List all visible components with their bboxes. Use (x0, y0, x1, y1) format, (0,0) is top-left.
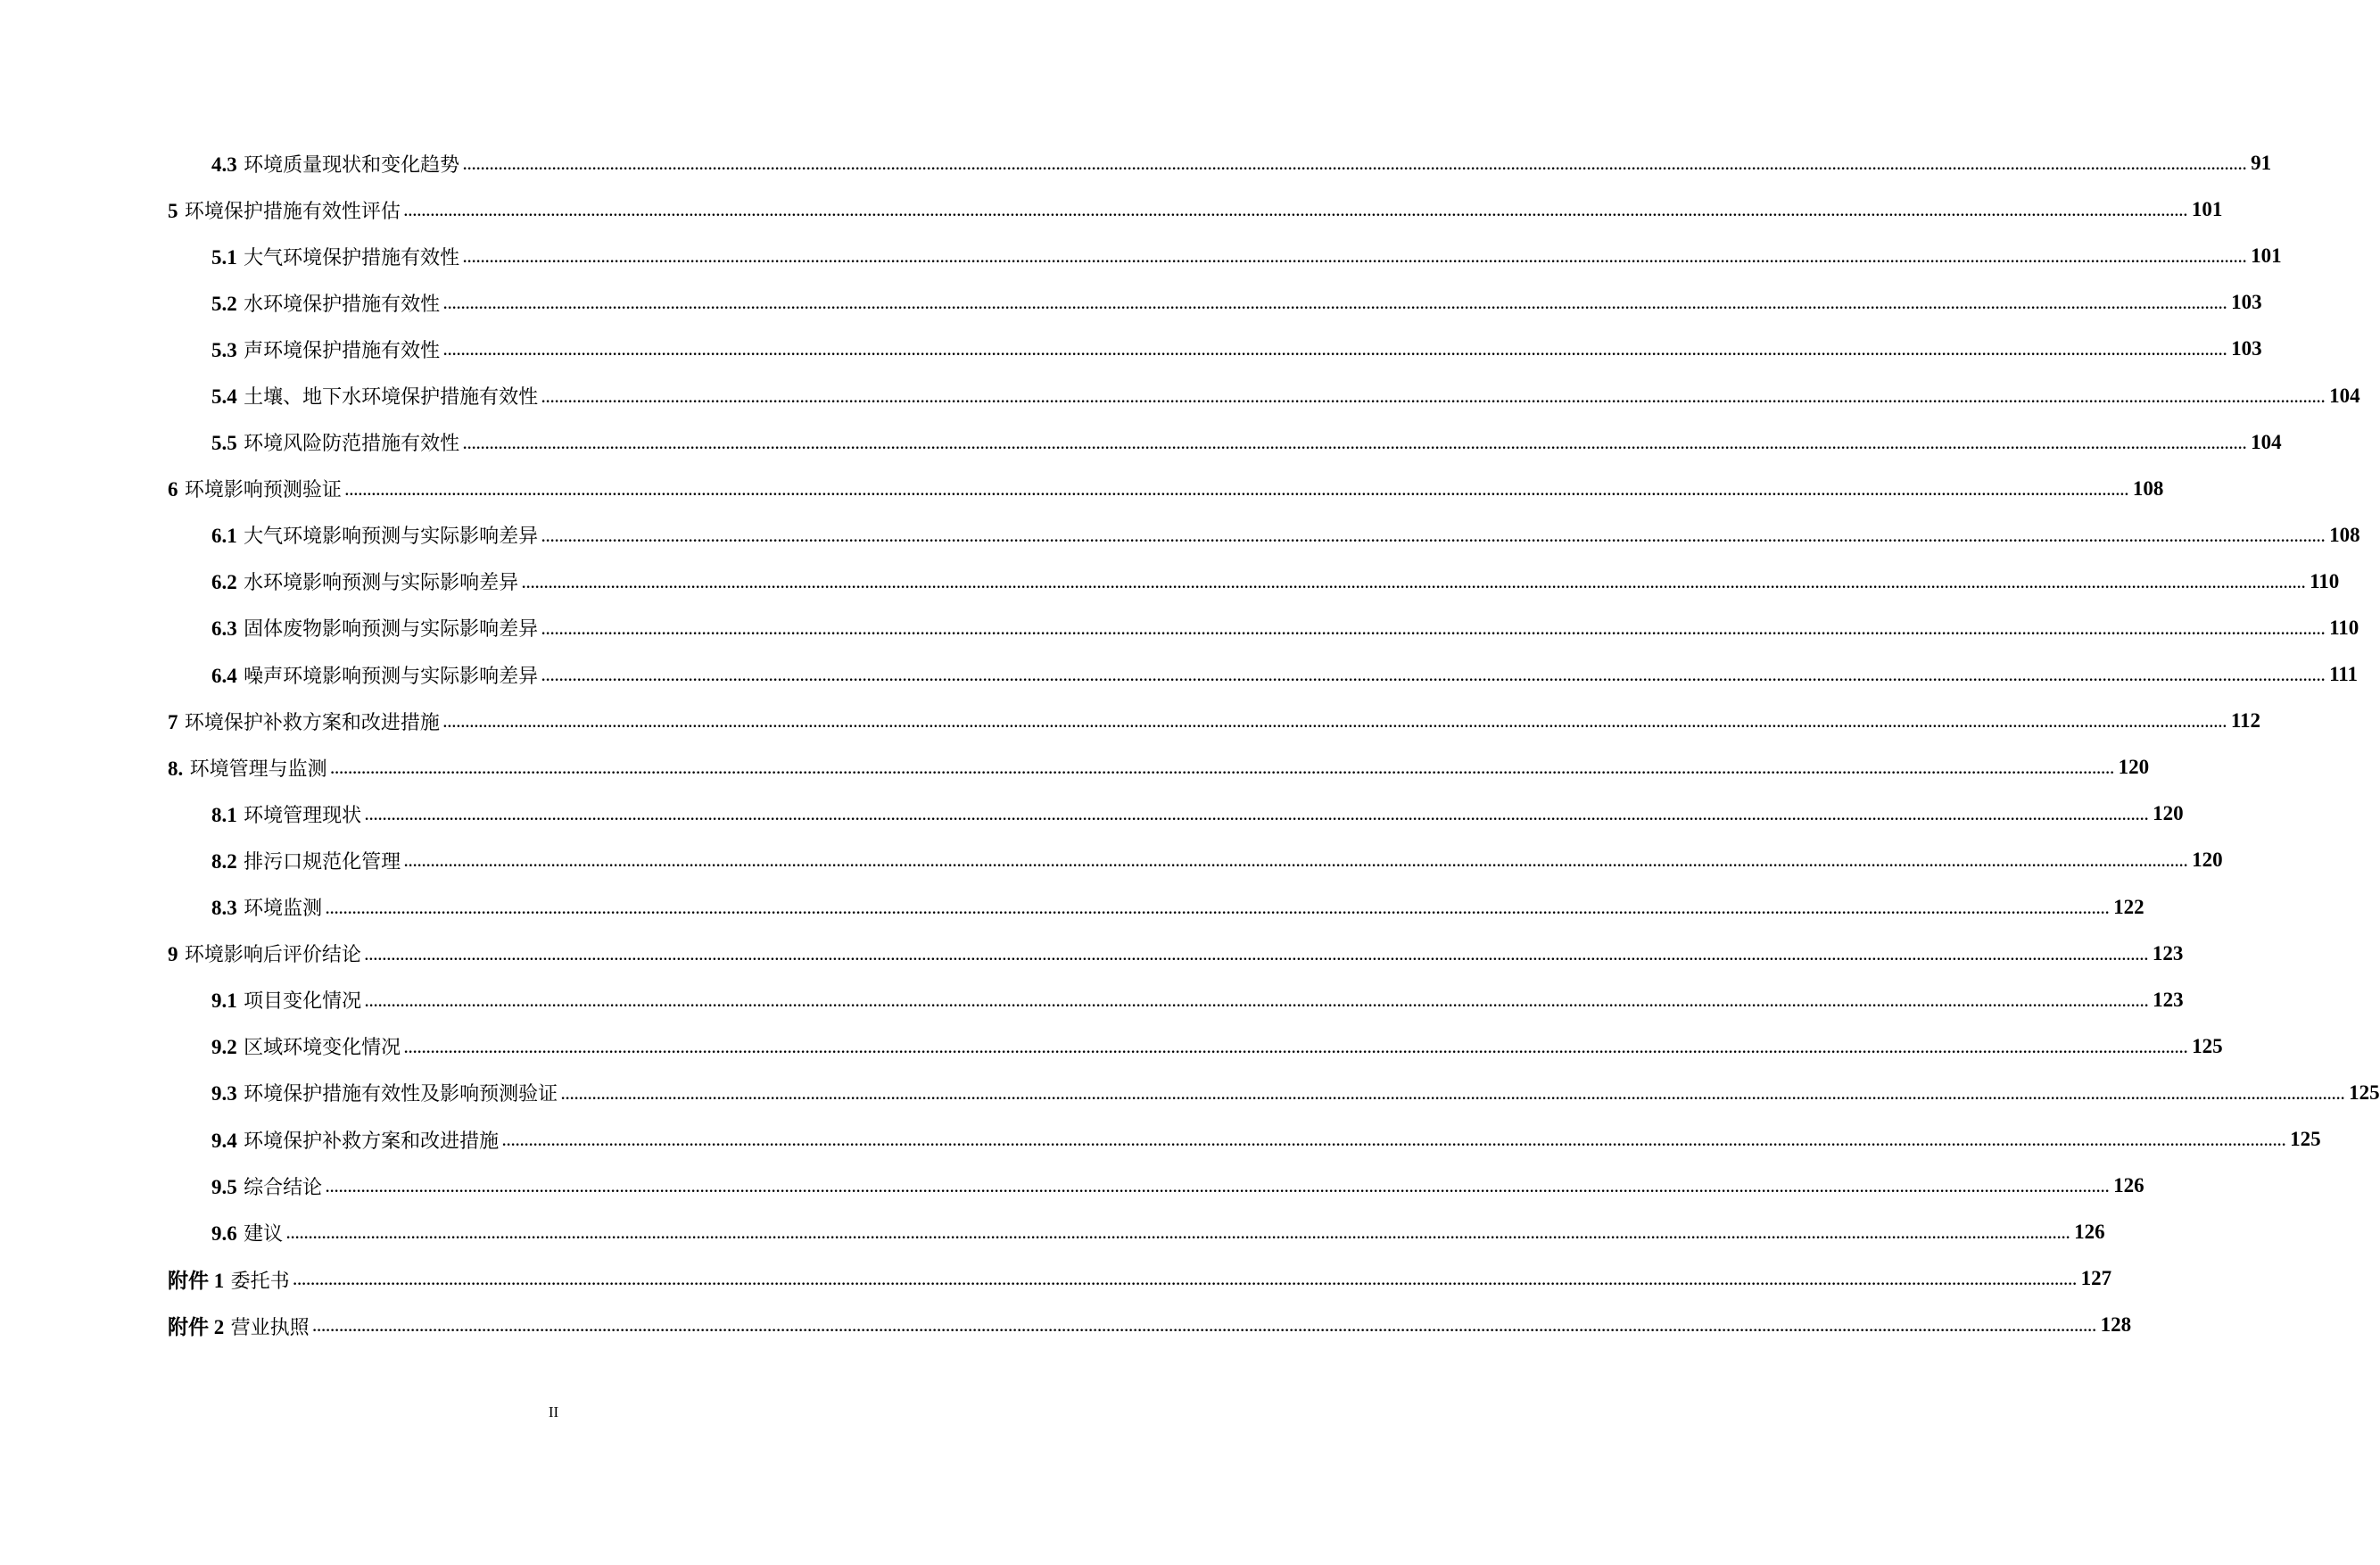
toc-entry[interactable] (0, 1116, 2321, 1163)
toc-section-number: 5 (168, 199, 178, 222)
toc-entry-title (211, 335, 440, 363)
toc-entry-title (211, 382, 538, 410)
toc-entry-title (211, 1126, 499, 1154)
toc-page-number: 104 (2329, 384, 2360, 407)
toc-entry[interactable] (0, 1255, 2112, 1302)
toc-page-number: 125 (2290, 1128, 2321, 1151)
toc-page-number: 126 (2113, 1174, 2144, 1197)
toc-entry[interactable] (0, 140, 2272, 186)
toc-dot-leader: ................................................................................................................................................................................................................................................................................................................................................................................................................ (365, 994, 2150, 1010)
toc-entry[interactable] (0, 791, 2184, 837)
toc-dot-leader: ................................................................................................................................................................................................................................................................................................................................................................................................................ (502, 1134, 2287, 1150)
toc-section-number: 5.2 (211, 292, 237, 315)
toc-section-number: 9.6 (211, 1221, 237, 1245)
toc-section-number: 8.1 (211, 803, 237, 826)
toc-section-number: 9.4 (211, 1129, 237, 1152)
toc-entry[interactable] (0, 466, 2164, 512)
toc-entry-title (211, 289, 440, 317)
toc-section-number: 5.5 (211, 432, 237, 455)
toc-section-title: 项目变化情况 (244, 990, 362, 1014)
toc-section-number: 6.3 (211, 617, 237, 641)
toc-section-title: 建议 (244, 1222, 284, 1246)
toc-dot-leader: ................................................................................................................................................................................................................................................................................................................................................................................................................ (442, 716, 2227, 732)
toc-dot-leader: ................................................................................................................................................................................................................................................................................................................................................................................................................ (522, 575, 2307, 592)
toc-dot-leader: ................................................................................................................................................................................................................................................................................................................................................................................................................ (403, 204, 2188, 220)
toc-page-number: 108 (2329, 523, 2360, 546)
toc-section-title: 环境影响预测验证 (184, 479, 342, 502)
toc-section-number: 9.5 (211, 1175, 237, 1198)
toc-page-number: 123 (2153, 988, 2184, 1011)
toc-section-title: 环境保护补救方案和改进措施 (184, 711, 440, 734)
toc-entry[interactable] (0, 512, 2360, 559)
toc-dot-leader: ................................................................................................................................................................................................................................................................................................................................................................................................................ (443, 297, 2228, 313)
toc-section-number: 8.3 (211, 897, 237, 920)
toc-entry-title (211, 661, 538, 689)
toc-dot-leader: ................................................................................................................................................................................................................................................................................................................................................................................................................ (561, 1087, 2346, 1103)
toc-page-number: 91 (2251, 152, 2272, 175)
toc-page-number: 112 (2230, 709, 2261, 733)
toc-entry-title (211, 893, 322, 921)
toc-entry-title (211, 614, 538, 642)
toc-entry[interactable] (0, 605, 2359, 651)
toc-page-number: 126 (2074, 1221, 2105, 1244)
toc-section-number: 5.3 (211, 338, 237, 361)
toc-entry[interactable] (0, 419, 2282, 466)
toc-entry-title (211, 428, 459, 456)
toc-page-number: 111 (2329, 663, 2359, 686)
toc-section-number: 附件 2 (168, 1315, 225, 1338)
toc-section-number: 9.1 (211, 990, 237, 1013)
page-number: II (548, 1404, 559, 1420)
toc-section-number: 6.2 (211, 571, 237, 594)
toc-dot-leader: ................................................................................................................................................................................................................................................................................................................................................................................................................ (293, 1273, 2078, 1289)
toc-dot-leader: ................................................................................................................................................................................................................................................................................................................................................................................................................ (312, 1320, 2097, 1336)
toc-dot-leader: ................................................................................................................................................................................................................................................................................................................................................................................................................ (344, 483, 2129, 499)
toc-entry[interactable] (0, 372, 2360, 418)
toc-dot-leader: ................................................................................................................................................................................................................................................................................................................................................................................................................ (365, 808, 2150, 824)
toc-entry-title (211, 847, 401, 874)
toc-page-number: 101 (2251, 244, 2282, 268)
toc-dot-leader: ................................................................................................................................................................................................................................................................................................................................................................................................................ (404, 855, 2189, 871)
toc-section-title: 环境管理与监测 (189, 758, 327, 781)
toc-section-number: 4.3 (211, 153, 237, 176)
toc-page-number: 123 (2152, 941, 2184, 965)
toc-section-title: 排污口规范化管理 (244, 850, 401, 874)
toc-section-number: 5.1 (211, 245, 237, 269)
toc-dot-leader: ................................................................................................................................................................................................................................................................................................................................................................................................................ (330, 762, 2115, 778)
toc-section-title: 大气环境影响预测与实际影响差异 (244, 526, 539, 549)
toc-entry-title (168, 754, 327, 782)
toc-entry-title (211, 1032, 401, 1060)
toc-page-number: 110 (2310, 569, 2340, 592)
toc-entry-title (168, 1264, 290, 1294)
toc-dot-leader: ................................................................................................................................................................................................................................................................................................................................................................................................................ (463, 158, 2248, 174)
toc-entry-title (211, 243, 459, 270)
toc-entry-title (168, 196, 401, 224)
toc-section-title: 水环境保护措施有效性 (244, 293, 441, 316)
toc-page-number: 120 (2153, 802, 2184, 825)
toc-section-title: 大气环境保护措施有效性 (244, 246, 460, 269)
toc-section-number: 附件 1 (168, 1269, 225, 1292)
toc-dot-leader: ................................................................................................................................................................................................................................................................................................................................................................................................................ (541, 669, 2326, 685)
toc-section-title: 环境质量现状和变化趋势 (244, 153, 460, 177)
toc-page-number: 101 (2191, 198, 2223, 221)
toc-entry[interactable] (0, 1209, 2105, 1255)
toc-entry[interactable] (0, 1302, 2132, 1348)
toc-dot-leader: ................................................................................................................................................................................................................................................................................................................................................................................................................ (443, 344, 2228, 360)
toc-page-number: 127 (2080, 1267, 2112, 1290)
toc-section-number: 6.1 (211, 525, 237, 548)
toc-dot-leader: ................................................................................................................................................................................................................................................................................................................................................................................................................ (463, 251, 2248, 267)
toc-entry-title (211, 521, 538, 549)
toc-entry-title (168, 1311, 310, 1340)
toc-dot-leader: ................................................................................................................................................................................................................................................................................................................................................................................................................ (286, 1227, 2071, 1243)
toc-section-title: 环境风险防范措施有效性 (244, 433, 460, 456)
toc-dot-leader: ................................................................................................................................................................................................................................................................................................................................................................................................................ (541, 390, 2326, 406)
toc-entry[interactable] (0, 698, 2261, 744)
toc-page-number: 103 (2231, 337, 2262, 360)
toc-section-title: 水环境影响预测与实际影响差异 (244, 572, 519, 595)
toc-section-number: 9.3 (211, 1082, 237, 1105)
toc-section-title: 环境管理现状 (244, 804, 362, 827)
toc-page-number: 103 (2231, 291, 2262, 314)
toc-section-title: 噪声环境影响预测与实际影响差异 (244, 665, 539, 688)
toc-section-number: 6 (168, 478, 178, 501)
toc-entry-title (211, 150, 459, 178)
toc-page-number: 104 (2251, 430, 2282, 453)
toc-entry[interactable] (0, 279, 2262, 326)
toc-entry-title (211, 800, 361, 828)
toc-entry-title (168, 708, 440, 735)
toc-entry[interactable] (0, 1023, 2223, 1070)
toc-section-title: 营业执照 (230, 1316, 310, 1339)
toc-section-title: 声环境保护措施有效性 (244, 339, 441, 362)
toc-entry[interactable] (0, 1070, 2380, 1116)
toc-section-title: 委托书 (230, 1270, 290, 1293)
toc-entry[interactable] (0, 326, 2262, 372)
toc-section-number: 8.2 (211, 849, 237, 873)
toc-dot-leader: ................................................................................................................................................................................................................................................................................................................................................................................................................ (364, 948, 2149, 964)
toc-page-number: 122 (2113, 895, 2144, 918)
toc-section-number: 7 (168, 710, 178, 733)
toc-dot-leader: ................................................................................................................................................................................................................................................................................................................................................................................................................ (326, 1180, 2111, 1197)
toc-page-number: 110 (2329, 616, 2359, 639)
toc-page-number: 108 (2132, 476, 2164, 500)
toc-section-number: 5.4 (211, 385, 237, 409)
toc-section-title: 环境保护补救方案和改进措施 (244, 1130, 500, 1153)
toc-page-number: 120 (2192, 849, 2223, 872)
toc-entry[interactable] (0, 931, 2184, 977)
toc-dot-leader: ................................................................................................................................................................................................................................................................................................................................................................................................................ (326, 901, 2111, 917)
toc-section-title: 区域环境变化情况 (244, 1037, 401, 1060)
table-of-contents (0, 140, 2380, 1348)
toc-entry-title (211, 986, 361, 1014)
toc-entry[interactable] (0, 744, 2150, 791)
toc-section-title: 环境保护措施有效性及影响预测验证 (244, 1083, 558, 1106)
toc-entry-title (168, 475, 342, 502)
toc-entry-title (211, 567, 518, 595)
toc-page-number: 120 (2118, 756, 2150, 779)
toc-dot-leader: ................................................................................................................................................................................................................................................................................................................................................................................................................ (404, 1040, 2189, 1056)
toc-entry[interactable] (0, 884, 2144, 931)
toc-section-title: 土壤、地下水环境保护措施有效性 (244, 386, 539, 410)
toc-entry-title (211, 1079, 558, 1106)
toc-section-number: 9 (168, 943, 178, 966)
toc-entry[interactable] (0, 233, 2282, 279)
toc-section-title: 环境监测 (244, 898, 323, 921)
toc-dot-leader: ................................................................................................................................................................................................................................................................................................................................................................................................................ (541, 622, 2326, 638)
toc-page-number: 125 (2349, 1081, 2380, 1104)
toc-entry[interactable] (0, 559, 2340, 605)
toc-entry-title (211, 1219, 283, 1246)
toc-section-title: 环境保护措施有效性评估 (184, 200, 401, 223)
toc-entry[interactable] (0, 837, 2223, 883)
toc-entry[interactable] (0, 977, 2184, 1023)
toc-entry[interactable] (0, 651, 2359, 698)
toc-entry-title (168, 940, 361, 967)
toc-page-number: 125 (2192, 1034, 2223, 1057)
toc-entry-title (211, 1172, 322, 1200)
toc-section-title: 综合结论 (244, 1176, 323, 1199)
toc-page-number: 128 (2100, 1313, 2132, 1337)
toc-section-number: 8. (168, 757, 184, 780)
toc-dot-leader: ................................................................................................................................................................................................................................................................................................................................................................................................................ (541, 529, 2326, 545)
toc-entry[interactable] (0, 1163, 2144, 1209)
toc-section-title: 环境影响后评价结论 (184, 944, 361, 967)
toc-section-title: 固体废物影响预测与实际影响差异 (244, 618, 539, 642)
toc-dot-leader: ................................................................................................................................................................................................................................................................................................................................................................................................................ (463, 436, 2248, 452)
toc-section-number: 9.2 (211, 1036, 237, 1059)
toc-section-number: 6.4 (211, 664, 237, 687)
toc-entry[interactable] (0, 186, 2223, 233)
